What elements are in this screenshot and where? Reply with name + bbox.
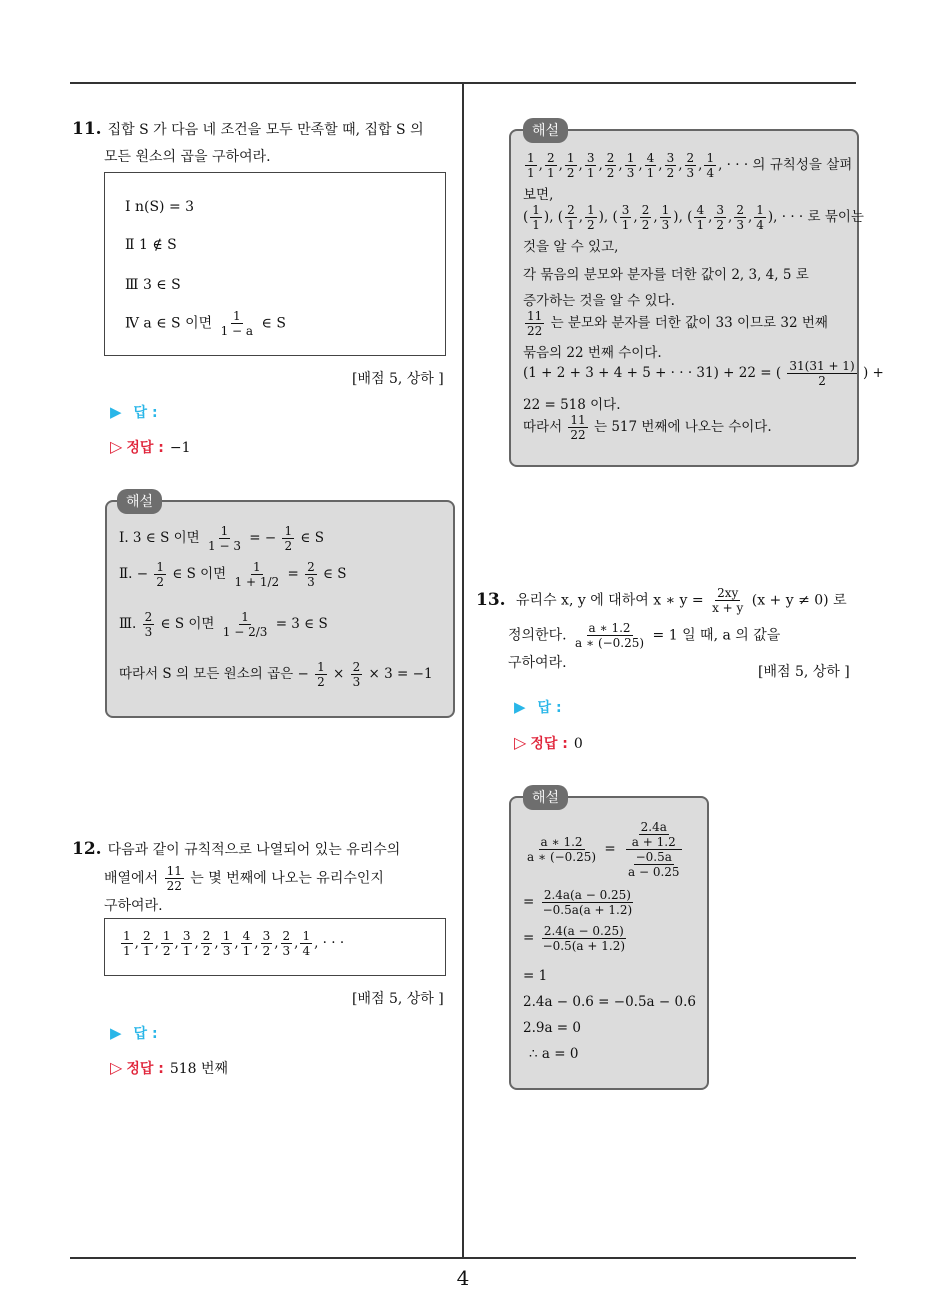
sequence-term: $\frac{4}{1}$ <box>242 929 251 958</box>
sequence-term: $\frac{1}{4}$ <box>756 203 764 232</box>
sequence-term: $\frac{1}{3}$ <box>626 151 635 180</box>
condition-2: Ⅱ 1 ∉ S <box>125 237 177 253</box>
explanation-line-9: (1 + 2 + 3 + 4 + 5 + · · · 31) + 22 = ( $\frac{31(31 + 1)}{2}$ ) + <box>523 359 884 388</box>
question-12 <box>72 836 457 920</box>
sequence-term: $\frac{3}{1}$ <box>621 203 630 232</box>
explanation-line-1: $\frac{1}{1}$ , $\frac{2}{1}$ , $\frac{1}{2}$ , $\frac{3}{1}$ , $\frac{2}{2}$ , $\frac{1}{3}$ , $\frac{4}{1}$ , $\frac{3}{2}$ , $\frac{2}{3}$ , $\frac{1}{4}$ , · · · 의 규칙성을 살펴 <box>527 151 853 180</box>
condition-4 <box>125 309 286 338</box>
sequence-term: $\frac{4}{1}$ <box>646 151 655 180</box>
score-label: [배점 5, 상하 ] <box>352 991 444 1007</box>
sequence-term: $\frac{1}{1}$ <box>527 151 535 180</box>
explanation-line-1: Ⅰ. 3 ∈ S 이면 $\frac{1}{1 - 3}$ = − $\frac{1}{2}$ ∈ S <box>119 524 324 553</box>
sequence-term: $\frac{1}{2}$ <box>587 203 595 232</box>
correct-answer-row <box>110 437 190 457</box>
condition-4-text: Ⅳ a ∈ S 이면 <box>125 315 213 332</box>
answer-row <box>514 697 562 717</box>
question-text: 모든 원소의 곱을 구하여라. <box>104 149 271 165</box>
sequence-term: $\frac{1}{3}$ <box>222 929 231 958</box>
sequence-term: $\frac{2}{2}$ <box>606 151 615 180</box>
play-icon: ▶ <box>110 1024 122 1042</box>
score-label: [배점 5, 상하 ] <box>352 371 444 387</box>
question-number: 12. <box>72 839 102 859</box>
explanation-line-4: 것을 알 수 있고, <box>523 239 619 255</box>
explanation-tag: 해설 <box>523 785 568 810</box>
condition-4-tail: ∈ S <box>261 315 286 332</box>
explanation-line-10: 22 = 518 이다. <box>523 397 621 413</box>
question-number: 13. <box>476 589 506 610</box>
correct-value: 0 <box>573 736 583 752</box>
explanation-line-4: = 1 <box>523 968 548 984</box>
question-text: 다음과 같이 규칙적으로 나열되어 있는 유리수의 <box>107 842 401 858</box>
explanation-line-4: 따라서 S 의 모든 원소의 곱은 − $\frac{1}{2}$ × $\frac{2}{3}$ × 3 = −1 <box>119 660 433 689</box>
sequence-term: $\frac{1}{1}$ <box>532 203 540 232</box>
question-11 <box>72 116 457 171</box>
page-number: 4 <box>456 1266 470 1290</box>
correct-value: 518 번째 <box>169 1061 229 1077</box>
sequence-term: $\frac{2}{2}$ <box>641 203 650 232</box>
play-outline-icon: ▷ <box>110 437 123 456</box>
sequence-term: $\frac{4}{1}$ <box>696 203 705 232</box>
sequence-term: $\frac{3}{2}$ <box>716 203 725 232</box>
question-text: 집합 S 가 다음 네 조건을 모두 만족할 때, 집합 S 의 <box>107 122 424 138</box>
sequence-term: $\frac{1}{4}$ <box>302 929 311 958</box>
question-text: 유리수 x, y 에 대하여 x ∗ y = <box>516 592 704 609</box>
conditions-box <box>104 172 446 356</box>
sequence-term: $\frac{3}{2}$ <box>262 929 271 958</box>
explanation-tag: 해설 <box>523 118 568 143</box>
sequence-term: $\frac{1}{2}$ <box>566 151 575 180</box>
question-text: 구하여라. <box>104 898 163 914</box>
condition-3: Ⅲ 3 ∈ S <box>125 277 181 293</box>
correct-answer-row <box>110 1058 228 1078</box>
explanation-box <box>509 790 709 1090</box>
sequence-term: $\frac{2}{3}$ <box>686 151 695 180</box>
sequence-term: $\frac{1}{2}$ <box>162 929 171 958</box>
explanation-tag: 해설 <box>117 489 162 514</box>
answer-label: 답 : <box>537 700 562 716</box>
sequence-term: $\frac{1}{4}$ <box>706 151 715 180</box>
sequence-term: $\frac{2}{1}$ <box>142 929 151 958</box>
sequence-term: $\frac{3}{2}$ <box>666 151 675 180</box>
explanation-line-3: ( $\frac{1}{1}$ ), ( $\frac{2}{1}$ , $\frac{1}{2}$ ), ( $\frac{3}{1}$ , $\frac{2}{2}$ , $\frac{1}{3}$ ), ( $\frac{4}{1}$ , $\frac{3}{2}$ , $\frac{2}{3}$ , $\frac{1}{4}$ ), · · · 로 묶이는 <box>523 203 864 232</box>
sequence-term: $\frac{2}{1}$ <box>546 151 555 180</box>
play-outline-icon: ▷ <box>514 733 527 752</box>
explanation-line-2: 보면, <box>523 187 554 203</box>
sequence-term: $\frac{2}{3}$ <box>736 203 744 232</box>
explanation-line-7: $\frac{11}{22}$ 는 분모와 분자를 더한 값이 33 이므로 32 번째 <box>527 309 828 338</box>
explanation-box <box>509 123 884 467</box>
compound-fraction: $\frac{\frac{2.4a}{a + 1.2}}{\frac{-0.5a}{a - 0.25}}$ <box>622 820 686 879</box>
sequence-term: $\frac{3}{1}$ <box>586 151 595 180</box>
question-13: 13. 유리수 x, y 에 대하여 x ∗ y = $\frac{2xy}{x + y}$ (x + y ≠ 0) 로 정의한다. $\frac{a ∗ 1.2}{a ∗ (-0.25)}$ = 1 일 때, a 의 값을 구하여라. <box>476 586 861 677</box>
answer-label: 답 : <box>133 1026 158 1042</box>
fraction: $\frac{1}{1 - a}$ <box>220 309 254 338</box>
sequence-term: $\frac{1}{3}$ <box>661 203 670 232</box>
sequence-term: $\frac{2}{1}$ <box>567 203 575 232</box>
sequence-term: $\frac{3}{1}$ <box>182 929 191 958</box>
answer-row <box>110 402 158 422</box>
explanation-line-8: 묶음의 22 번째 수이다. <box>523 345 662 361</box>
explanation-line-1: $\frac{a ∗ 1.2}{a ∗ (-0.25)}$ = $\frac{\frac{2.4a}{a + 1.2}}{\frac{-0.5a}{a - 0.25}}$ <box>523 820 688 879</box>
explanation-line-6: 증가하는 것을 알 수 있다. <box>523 293 675 309</box>
explanation-box <box>105 494 455 718</box>
play-icon: ▶ <box>110 403 122 421</box>
explanation-line-7: ∴ a = 0 <box>529 1046 579 1062</box>
question-text: 정의한다. $\frac{a ∗ 1.2}{a ∗ (-0.25)}$ = 1 일 때, a 의 값을 <box>508 621 781 650</box>
question-text: 배열에서 $\frac{11}{22}$ 는 몇 번째에 나오는 유리수인지 <box>104 864 384 893</box>
play-outline-icon: ▷ <box>110 1058 123 1077</box>
column-divider <box>462 83 464 1258</box>
condition-1: Ⅰ n(S) = 3 <box>125 199 195 215</box>
explanation-line-6: 2.9a = 0 <box>523 1020 582 1036</box>
sequence: $\frac{1}{1}$ , $\frac{2}{1}$ , $\frac{1}{2}$ , $\frac{3}{1}$ , $\frac{2}{2}$ , $\frac{1}{3}$ , $\frac{4}{1}$ , $\frac{3}{2}$ , $\frac{2}{3}$ , $\frac{1}{4}$ , · · · <box>123 929 345 958</box>
correct-answer-row <box>514 733 583 753</box>
explanation-line-5: 2.4a − 0.6 = −0.5a − 0.6 <box>523 994 696 1010</box>
play-icon: ▶ <box>514 698 526 716</box>
sequence-term: $\frac{2}{3}$ <box>282 929 291 958</box>
sequence-box <box>104 918 446 976</box>
answer-label: 답 : <box>133 405 158 421</box>
correct-value: −1 <box>169 440 191 456</box>
explanation-line-3: = $\frac{2.4(a - 0.25)}{-0.5(a + 1.2)}$ <box>523 924 626 953</box>
question-number: 11. <box>72 119 102 139</box>
question-text: 구하여라. <box>508 655 567 671</box>
correct-label: 정답 : <box>530 736 568 752</box>
correct-label: 정답 : <box>126 1061 164 1077</box>
score-label: [배점 5, 상하 ] <box>758 664 850 680</box>
sequence-term: $\frac{1}{1}$ <box>123 929 131 958</box>
sequence-term: $\frac{2}{2}$ <box>202 929 211 958</box>
explanation-line-2: Ⅱ. − $\frac{1}{2}$ ∈ S 이면 $\frac{1}{1 + 1/2}$ = $\frac{2}{3}$ ∈ S <box>119 560 347 589</box>
explanation-line-5: 각 묶음의 분모와 분자를 더한 값이 2, 3, 4, 5 로 <box>523 267 809 283</box>
correct-label: 정답 : <box>126 440 164 456</box>
explanation-line-2: = $\frac{2.4a(a - 0.25)}{-0.5a(a + 1.2)}$ <box>523 888 633 917</box>
explanation-line-11: 따라서 $\frac{11}{22}$ 는 517 번째에 나오는 수이다. <box>523 413 772 442</box>
explanation-line-3: Ⅲ. $\frac{2}{3}$ ∈ S 이면 $\frac{1}{1 - 2/3}$ = 3 ∈ S <box>119 610 328 639</box>
answer-row <box>110 1023 158 1043</box>
